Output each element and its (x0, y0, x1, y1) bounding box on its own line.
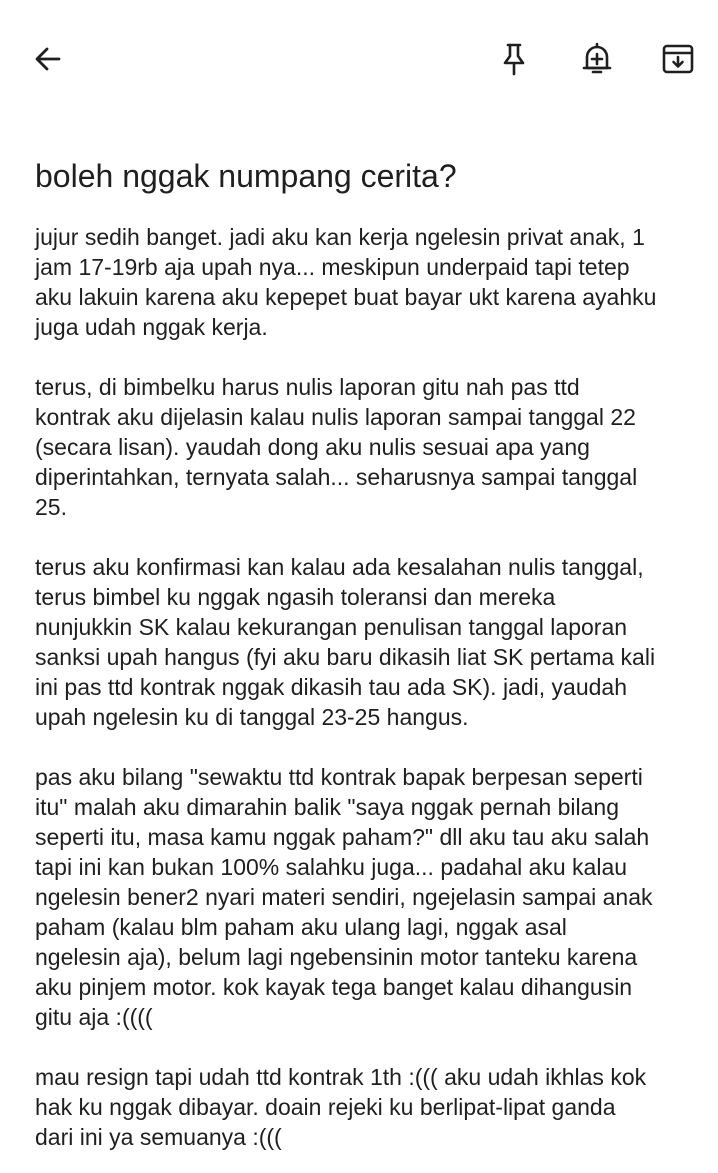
note-line: ini pas ttd kontrak nggak dikasih tau ada SK). jadi, yaudah (35, 674, 627, 700)
reminder-button[interactable] (573, 35, 621, 83)
pin-icon (498, 41, 530, 77)
note-line: terus, di bimbelku harus nulis laporan gitu nah pas ttd (35, 374, 580, 400)
note-line: jam 17-19rb aja upah nya... meskipun underpaid tapi tetep (35, 254, 630, 280)
paragraph-gap (35, 1032, 695, 1062)
note-line: upah ngelesin ku di tanggal 23-25 hangus. (35, 704, 469, 730)
note-paragraph (35, 1062, 695, 1152)
note-line: nunjukkin SK kalau kekurangan penulisan tanggal laporan (35, 614, 628, 640)
arrow-left-icon (32, 43, 64, 75)
note-line: terus aku konfirmasi kan kalau ada kesalahan nulis tanggal, (35, 554, 644, 580)
note-line: kontrak aku dijelasin kalau nulis laporan sampai tanggal 22 (35, 404, 636, 430)
note-line: sanksi upah hangus (fyi aku baru dikasih liat SK pertama kali (35, 644, 656, 670)
note-line: itu" malah aku dimarahin balik "saya nggak pernah bilang (35, 794, 620, 820)
note-line: diperintahkan, ternyata salah... seharusnya sampai tanggal (35, 464, 638, 490)
bell-plus-icon (581, 41, 613, 77)
note-paragraph (35, 372, 695, 522)
note-line: ngelesin bener2 nyari materi sendiri, ngejelasin sampai anak (35, 884, 653, 910)
note-line: 25. (35, 494, 67, 520)
back-button[interactable] (24, 35, 72, 83)
note-line: gitu aja :(((( (35, 1004, 153, 1030)
note-line: (secara lisan). yaudah dong aku nulis sesuai apa yang (35, 434, 590, 460)
note-line: aku lakuin karena aku kepepet buat bayar ukt karena ayahku (35, 284, 657, 310)
note-line: dari ini ya semuanya :((( (35, 1124, 282, 1150)
note-line: terus bimbel ku nggak ngasih toleransi dan mereka (35, 584, 556, 610)
note-line: mau resign tapi udah ttd kontrak 1th :((( aku udah ikhlas kok (35, 1064, 647, 1090)
note-line: paham (kalau blm paham aku ulang lagi, nggak asal (35, 914, 567, 940)
note-paragraph (35, 222, 695, 342)
note-line: aku pinjem motor. kok kayak tega banget kalau dihangusin (35, 974, 633, 1000)
note-line: hak ku nggak dibayar. doain rejeki ku berlipat-lipat ganda (35, 1094, 616, 1120)
paragraph-gap (35, 342, 695, 372)
archive-icon (661, 42, 695, 76)
note-line: juga udah nggak kerja. (35, 314, 268, 340)
note-paragraph (35, 552, 695, 732)
note-line: ngelesin aja), belum lagi ngebensinin motor tanteku karena (35, 944, 638, 970)
note-line: jujur sedih banget. jadi aku kan kerja ngelesin privat anak, 1 (35, 224, 645, 250)
note-paragraph (35, 762, 695, 1032)
pin-button[interactable] (490, 35, 538, 83)
note-line: pas aku bilang "sewaktu ttd kontrak bapak berpesan seperti (35, 764, 643, 790)
note-body[interactable] (35, 222, 695, 1152)
paragraph-gap (35, 732, 695, 762)
top-app-bar (0, 0, 718, 118)
archive-button[interactable] (654, 35, 702, 83)
note-line: seperti itu, masa kamu nggak paham?" dll aku tau aku salah (35, 824, 650, 850)
note-title[interactable]: boleh nggak numpang cerita? (35, 158, 457, 194)
paragraph-gap (35, 522, 695, 552)
note-line: tapi ini kan bukan 100% salahku juga... padahal aku kalau (35, 854, 628, 880)
